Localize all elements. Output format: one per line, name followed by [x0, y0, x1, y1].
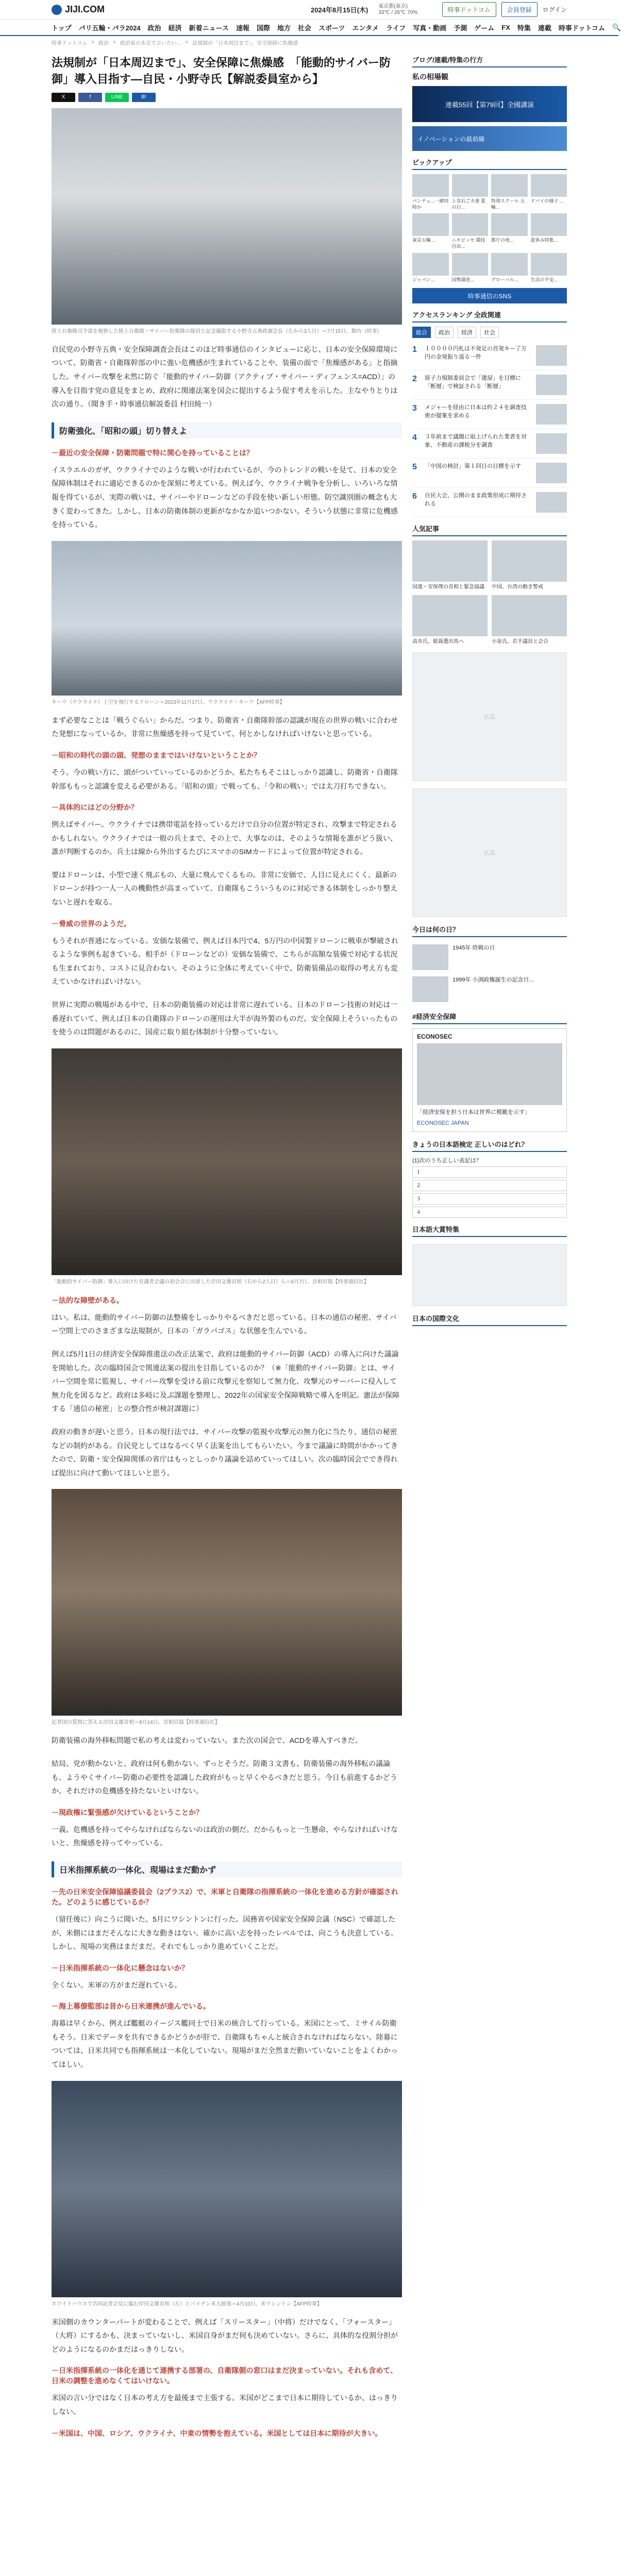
popular-title: 中国、台湾の動き警戒: [492, 584, 543, 590]
pickup-label: 特別スクール 五輪...: [491, 198, 525, 210]
answer: イスラエルのガザ、ウクライナでのような戦いが行われているが、今のトレンドの戦いを見て、日本の安全保障体制はそれに適応できるのかを深刻に考えている。例えば今、ウクライナ戦争を分析し、いろいろな情報を得ているが、実際の戦いは、サイバーやドローンなどの手段を使い新しい形態。防空識別圏の概念も大きく変わってきた。しかし、日本の防衛体制の更新がなかなか追いつかない。そういう状態に非常に危機感を持っている。: [52, 465, 398, 529]
article: [52, 48, 402, 2444]
ranking-tab[interactable]: 社会: [480, 327, 499, 338]
ranking-thumb: [536, 345, 567, 366]
question: －法的な障壁がある。: [52, 1296, 124, 1304]
article-photo-5: [52, 2081, 402, 2297]
answer: そう。今の戦い方に、頭がついていっているのかどうか。私たちもそこはしっかり認識し、防衛省・自衛隊幹部ももっと認識を変える必要がある。「昭和の頭」で戦っても、「令和の戦い」では太刀打ちできない。: [52, 768, 398, 790]
question: －現政権に緊張感が欠けているということか？: [52, 1808, 203, 1817]
pickup-thumb: [491, 213, 528, 236]
ad-slot[interactable]: 広告: [412, 788, 567, 917]
answer: 米国の言い分ではなく日本の考え方を最後まで主張する。米国がどこまで日本に期待しているか、はっきりしない。: [52, 2394, 398, 2416]
today-heading: 今日は何の日？: [412, 924, 567, 937]
pickup-tile[interactable]: [531, 213, 567, 249]
ranking-thumb: [536, 375, 567, 395]
ranking-title: 自民大会、公開のまま政策形成に期待される: [425, 493, 527, 507]
nav-item[interactable]: 連載: [538, 24, 551, 32]
question: －昭和の時代の頭の頭、発想のままではいけないということか？: [52, 751, 261, 759]
pickup-label: グローバル...: [491, 277, 518, 282]
pickup-label: 生活の不安...: [530, 277, 558, 282]
photo-caption: 記者団の質問に答える岸田文雄首相＝8月14日、首相官邸【時事通信社】: [52, 1720, 220, 1726]
feature-brand: ECONOSEC JAPAN: [417, 1120, 469, 1126]
feature-title: ECONOSEC: [417, 1033, 452, 1041]
popular-title: 小泉氏、若手議員と会合: [492, 638, 548, 645]
ranking-item[interactable]: [412, 459, 567, 488]
premium-button[interactable]: 時事ドットコム: [442, 2, 496, 17]
breadcrumb-item[interactable]: 政治: [98, 40, 109, 46]
breadcrumb-item[interactable]: 時事ドットコム: [52, 40, 88, 46]
pickup-label: 夏休み特集...: [530, 238, 558, 243]
nav-item[interactable]: 政治: [147, 24, 161, 32]
ranking-title: ３年前まで議題に取上げられた業者を対象、不動産の課税分を調査: [425, 434, 527, 448]
pickup-heading: ピックアップ: [412, 157, 567, 170]
more-banner[interactable]: [412, 1244, 567, 1306]
top-bar: [0, 0, 618, 20]
ranking-item[interactable]: [412, 341, 567, 370]
pickup-label: ニキピッセ 競技自由...: [451, 238, 485, 249]
answer: 米国側のカウンターパートが変わることで、例えば「スリースター」（中将）だけでなく、「フォースター」（大将）にするかも、決まっていないし、米国自身がまだ何も決めていない。さらに、具体的な役割分担がどのようになるのかまだはっきりしない。: [52, 2317, 398, 2353]
share-hatena-button[interactable]: B!: [132, 93, 156, 102]
nav-item[interactable]: 特集: [517, 24, 531, 32]
ranking-tabs: [412, 327, 567, 338]
pickup-label: 東京五輪 ...: [412, 238, 437, 243]
pickup-label: 国勢調査...: [451, 277, 475, 282]
answer: 要はドローンは、小型で速く飛ぶもの、大量に飛んでくるもの。非常に安価で、人目に見えにくく、最新のドローンが持つ一人一人の機動性が高まっていて、自衛隊もこういうものに対応できる体制をしっかり整えないと遅れを取る。: [52, 870, 398, 907]
pickup-tile[interactable]: [531, 253, 567, 283]
pickup-tile[interactable]: [491, 213, 528, 249]
pickup-thumb: [452, 253, 489, 276]
quiz-option[interactable]: ３: [412, 1193, 567, 1205]
answer: 一義、危機感を持ってやらなければならないのは政治の側だ。だからもっと一生懸命、やらなければいけないと、焦燥感を持ってやっている。: [52, 1825, 398, 1848]
nav-item[interactable]: 地方: [277, 24, 291, 32]
popular-item[interactable]: [412, 595, 488, 646]
ranking-title: １００００円札は不発足の首発キー了万円の金発振り返る一件: [425, 346, 527, 360]
ranking-thumb: [536, 404, 567, 425]
pickup-grid: [412, 174, 567, 283]
answer: はい。私は、能動的サイバー防御の法整備をしっかりやるべきだと思っている。日本の通信の秘密、サイバー空間上でのさまざまな法規制が、日本の「ガラパゴス」な状態を生んでいる。: [52, 1313, 397, 1335]
article-photo-4: [52, 1489, 402, 1716]
popular-thumb: [412, 540, 488, 582]
more-heading: 日本語大賞特集: [412, 1224, 567, 1237]
pickup-thumb: [412, 253, 449, 276]
pickup-tile[interactable]: [491, 174, 528, 210]
nav-item[interactable]: 速報: [236, 24, 249, 32]
nav-item[interactable]: ゲーム: [474, 24, 495, 32]
ranking-item[interactable]: [412, 370, 567, 400]
pickup-tile[interactable]: [412, 174, 449, 210]
answer: 海幕は早くから、例えば艦艇のイージス艦同士で日米の統合して行っている。米国にとって、ミサイル防衛もそう。日米でデータを共有できるかどうかが肝で、自衛隊もちゃんと統合されなければならない。陸幕については、日米共同でも指揮系統は一本化していない。現場がまだ全然まだ動いていないことをよくわかってほしい。: [52, 2019, 398, 2069]
login-link[interactable]: ログイン: [542, 6, 567, 13]
photo-caption: キーウ（ウクライナ）上空を飛行するドローン＝2023年11月17日、ウクライナ・キーウ【AFP時事】: [52, 699, 285, 705]
sidebar-heading: ブログ/連載/特集の行方: [412, 55, 567, 67]
breadcrumb-item[interactable]: 政治家の本音で言いたい...: [120, 40, 181, 46]
question: －海上幕僚監部は昔から日米連携が進んでいる。: [52, 2002, 210, 2011]
answer: まず必要なことは「戦うぐらい」からだ。つまり、防衛省・自衛隊幹部の認識が現在の世界の戦いに合わせた発想になっているか。非常に焦燥感を持って見ていて、何とかしなければいけないと思っている。: [52, 716, 398, 738]
quiz-heading: きょうの日本語検定 正しいのはどれ？: [412, 1139, 567, 1152]
question: －日米指揮系統の一体化に懸念はないか？: [52, 1963, 189, 1972]
quiz-option[interactable]: ４: [412, 1207, 567, 1218]
breadcrumb-separator: >: [91, 39, 95, 45]
today-item[interactable]: 1999年 小渕政権誕生の記念日...: [412, 973, 567, 1005]
nav-item[interactable]: 社会: [297, 24, 311, 32]
question: －最近の安全保障・防衛問題で特に関心を持っていることは？: [52, 448, 254, 457]
nav-item[interactable]: 新着ニュース: [189, 24, 229, 32]
weather-widget[interactable]: 東京都(東京) 33℃ / 26℃ 70%: [378, 3, 418, 15]
pickup-tile[interactable]: [412, 253, 449, 283]
sidebar-subheading: 私の相場観: [412, 73, 448, 81]
question: －具体的にはどの分野か？: [52, 803, 138, 812]
breadcrumb-separator: >: [113, 39, 116, 45]
nav-item[interactable]: トップ: [52, 24, 72, 32]
ranking-item[interactable]: [412, 429, 567, 459]
nav-item[interactable]: 国際: [256, 24, 270, 32]
pickup-tile[interactable]: [452, 253, 489, 283]
bottom-heading: 日本の国際文化: [412, 1313, 567, 1326]
pickup-tile[interactable]: [412, 213, 449, 249]
popular-title: 国連・安保理の首相と緊急協議: [412, 584, 484, 590]
feature-card[interactable]: [412, 1028, 567, 1132]
nav-item[interactable]: 時事ドットコム: [558, 24, 605, 32]
share-x-button[interactable]: X: [52, 93, 75, 102]
popular-thumb: [492, 595, 567, 636]
article-lead: 自民党の小野寺五典・安全保障調査会長はこのほど時事通信のインタビューに応じ、日本の安全保障環境について、防衛省・自衛隊幹部の中に強い危機感が生まれていることや、装備の面で「焦燥感がある」と指摘した。サイバー攻撃を未然に防ぐ「能動的サイバー防御（アクティブ・サイバー・ディフェンス=ACD）」の導入を目指す党の意見をまとめ、政府に関連法案を国会に提出するよう促す考えを示した。主なやりとりは次の通り。（聞き手・時事通信解説委員 村田純一）: [52, 345, 398, 409]
photo-caption: ホワイトハウスで共同記者会見に臨む岸田文雄首相（左）とバイデン米大統領＝4月10日、米ワシントン【AFP時事】: [52, 2301, 322, 2307]
popular-item[interactable]: [412, 540, 488, 591]
ranking-number: 4: [412, 433, 417, 443]
pickup-label: パンチェ...一緒同時か: [412, 198, 449, 210]
ranking-tab[interactable]: 政治: [435, 327, 454, 338]
popular-item[interactable]: [492, 595, 567, 646]
ranking-item[interactable]: [412, 488, 567, 517]
main-nav: [0, 20, 621, 36]
pickup-label: ジャパン...: [412, 277, 435, 282]
ranking-title: 原子力規制委員会で「建屋」を目標に「断層」で検証される「断層」: [425, 375, 521, 389]
pickup-thumb: [491, 174, 528, 197]
popular-thumb: [412, 595, 488, 636]
pickup-tile[interactable]: [491, 253, 528, 283]
answer: 例えば5月1日の経済安全保障推進法の改正法案で、政府は能動的サイバー防御（ACD）の導入に向けた議論を開始した。次の臨時国会で関連法案の提出を目指しているのか？（※「能動的サイバー防御」とは、サイバー空間を常に監視し、サイバー攻撃を受ける前に攻撃元を察知して無力化、攻撃元のサーバーに侵入して無力化を図るなど。政府は多岐に及ぶ課題を整理し、2022年の国家安全保障戦略で導入を明記。憲法が保障する「通信の秘密」との整合性が検討課題に）: [52, 1350, 400, 1413]
share-line-button[interactable]: LINE: [105, 93, 129, 102]
logo-text: JIJI.COM: [65, 4, 105, 14]
pickup-thumb: [412, 213, 449, 236]
feature-lead: 「経済安保を担う日本は世界に模範を示す」: [417, 1109, 530, 1116]
question: －日米指揮系統の一体化を通じて連携する部署の、自衛隊側の窓口はまだ決まっていない。それも含めて、日米の調整を進めなくてはいけない。: [52, 2366, 398, 2385]
article-photo-1: [52, 108, 402, 325]
ranking-tab[interactable]: 経済: [458, 327, 476, 338]
ranking-number: 3: [412, 404, 417, 413]
promo-banner[interactable]: 連載55回【第79回】全國講演: [412, 86, 567, 122]
article-photo-3: [52, 1048, 402, 1275]
ranking-heading: アクセスランキング 全政関連: [412, 310, 567, 323]
photo-caption: 「能動的サイバー防御」導入に向けた有識者会議の初会合に出席した岸田文雄首相（右から2人目）ら＝6月7日、首相官邸【時事通信社】: [52, 1279, 369, 1285]
share-buttons: [52, 93, 402, 102]
pickup-thumb: [452, 174, 489, 197]
logo-mark-icon: [52, 5, 62, 15]
nav-item[interactable]: 予測: [454, 24, 467, 32]
answer: 政府の動きが遅いと思う。日本の現行法では、サイバー攻撃の監視や攻撃元の無力化に当たり、通信の秘密などの制約がある。自民党としてはなるべく早く法案を出してもらいたい。今まで議論に時間がかかってきたので、防衛・安全保障関係の省庁はもっとしっかり議論を詰めていってほしい。次の臨時国会ででき得れば提出に向けて動いてほしいと思う。: [52, 1427, 398, 1477]
section-heading: 日米指揮系統の一体化、現場はまだ動かず: [52, 1861, 402, 1877]
pickup-thumb: [452, 213, 489, 236]
ad-slot[interactable]: 広告: [412, 652, 567, 781]
ranking-title: 「中国の検討」第１回目の目標を示す: [425, 463, 521, 470]
pickup-thumb: [531, 253, 567, 276]
article-title: 法規制が「日本周辺まで」、安全保障に焦燥感 「能動的サイバー防御」導入目指す―自民・小野寺氏【解説委員室から】: [52, 56, 391, 86]
section-heading: 防衛強化、「昭和の頭」切り替えよ: [52, 422, 402, 438]
ranking-tab[interactable]: 総合: [412, 327, 431, 338]
search-icon[interactable]: 🔍: [612, 23, 621, 31]
nav-item[interactable]: 写真・動画: [413, 24, 447, 32]
pickup-tile[interactable]: [452, 174, 489, 210]
feature-image: [417, 1043, 562, 1105]
pickup-label: 都庁の夜...: [491, 238, 514, 243]
answer: もうそれが普通になっている。安価な装備で、例えば日本円で4、5万円の中国製ドローンに戦車が撃破されるような事例も起きている。相手が（ドローンなどの）安価な装備で、こちらが高額な装備で対応する状況も生まれており、コストに見合わない。そのように全体に考えていく中で、防衛装備品の取得の考え方も変えていかなければいけない。: [52, 936, 399, 986]
promo-banner-small[interactable]: イノベーションの最前線: [412, 126, 567, 151]
today-thumb: [412, 976, 448, 1002]
ranking-number: 1: [412, 345, 417, 354]
answer: 防衛装備の海外移転問題で私の考えは変わっていない。また次の国会で、ACDを導入すべきだ。: [52, 1736, 362, 1745]
register-button[interactable]: 会員登録: [501, 2, 538, 17]
nav-item[interactable]: パリ五輪・パラ2024: [78, 24, 141, 32]
ranking-number: 5: [412, 463, 417, 472]
breadcrumb: [0, 36, 618, 48]
nav-item[interactable]: 経済: [168, 24, 182, 32]
ranking-number: 6: [412, 492, 417, 501]
pickup-label: ドバイの様子 ...: [530, 198, 564, 204]
nav-item[interactable]: エンタメ: [352, 24, 379, 32]
quiz-option[interactable]: １: [412, 1166, 567, 1178]
popular-title: 高市氏、総裁選出馬へ: [412, 638, 464, 645]
current-date: 2024年8月15日(木): [311, 6, 368, 14]
ranking-thumb: [536, 492, 567, 513]
pickup-tile[interactable]: [531, 174, 567, 210]
quiz-options: [412, 1166, 567, 1218]
answer: 全くない。米軍の方がまだ遅れている。: [52, 1980, 181, 1989]
quiz-option[interactable]: ２: [412, 1180, 567, 1191]
ranking-item[interactable]: [412, 400, 567, 429]
pickup-thumb: [531, 174, 567, 197]
breadcrumb-item[interactable]: 法規制が「日本周辺まで」、安全保障に焦燥感: [192, 40, 298, 46]
feature-heading: #経済安全保障: [412, 1011, 567, 1024]
ranking-list: [412, 341, 567, 517]
pickup-thumb: [531, 213, 567, 236]
quiz-question: (1)次のうち正しい表記は？: [412, 1158, 482, 1164]
breadcrumb-separator: >: [185, 39, 189, 45]
popular-thumb: [492, 540, 567, 582]
question: －脅威の世界のようだ。: [52, 919, 131, 928]
today-thumb: [412, 944, 448, 970]
popular-item[interactable]: [492, 540, 567, 591]
answer: 世界に実際の戦場がある中で、日本の防衛装備の対応は非常に遅れている。日本のドローン技術の対応は一番遅れていて、例えば日本の自衛隊のドローンの運用は大半が海外製のものだ。安全保障上そういったものを使うのは問題があるのに、国産に取り組む体制が十分整っていない。: [52, 1001, 398, 1037]
pickup-tile[interactable]: [452, 213, 489, 249]
answer: 例えばサイバー。ウクライナでは携帯電話を持っているだけで自分の位置が特定され、攻撃まで特定されるかもしれない。ウクライナでは一般の兵士まで、その上で、大事なのは、そのような情報を誰がどう扱い、誰が判断するのか。兵士は線から外出するたびにスマホのSIMカードによって位置が特定される。: [52, 820, 398, 856]
sidebar: [412, 48, 567, 2444]
today-item[interactable]: 1945年 終戦の日: [412, 941, 567, 973]
nav-item[interactable]: FX: [501, 23, 510, 31]
pickup-label: 上皇后ご夫妻 夏の日...: [451, 198, 486, 210]
pickup-thumb: [491, 253, 528, 276]
ranking-thumb: [536, 463, 567, 483]
question: －米国は、中国、ロシア、ウクライナ、中東の情勢を抱えている。米国としては日本に期待が大きい。: [52, 2429, 382, 2437]
ranking-title: メジャーを経由に日本は約２４を調査技術が提案を求める: [425, 404, 527, 419]
nav-item[interactable]: ライフ: [385, 24, 406, 32]
site-logo[interactable]: [52, 4, 105, 15]
sns-bar[interactable]: 時事通信のSNS: [412, 288, 567, 303]
question: －先の日米安全保障協議委員会（2プラス2）で、米軍と自衛隊の指揮系統の一体化を進める方針が確認された。どのように感じているか？: [52, 1887, 398, 1906]
nav-item[interactable]: スポーツ: [318, 24, 345, 32]
photo-caption: 陸上自衛隊司令部を視察した陸上自衛隊・サイバー防衛隊の隊員と記念撮影する小野寺五典政調会長（左から3人目）＝7月15日、都内（時事）: [52, 328, 382, 334]
ranking-number: 2: [412, 375, 417, 384]
article-photo-2: [52, 541, 402, 696]
answer: 結局、党が動かないと、政府は何も動かない。ずっとそうだ。防衛３文書も、防衛装備の海外移転の議論も、ようやくサイバー防衛の必要性を認識した政府がもっと早くやるべきだと思う。今日も前進するかどうか、それだけの危機感を持たないといけない。: [52, 1759, 397, 1795]
pickup-thumb: [412, 174, 449, 197]
popular-heading: 人気記事: [412, 523, 567, 536]
share-facebook-button[interactable]: f: [78, 93, 102, 102]
answer: （留任後に）向こうに聞いた、5月にワシントンに行った。国務省や国家安全保障会議（NSC）で確認したが、米側にはまだそんなに大きな動きはない。確かに高い志を持ったレベルでは、向こうも決意している。しかし、現場の実務はまだまだ。それでもしっかり進めていくことだ。: [52, 1914, 398, 1951]
ranking-thumb: [536, 433, 567, 454]
popular-grid: [412, 540, 567, 645]
